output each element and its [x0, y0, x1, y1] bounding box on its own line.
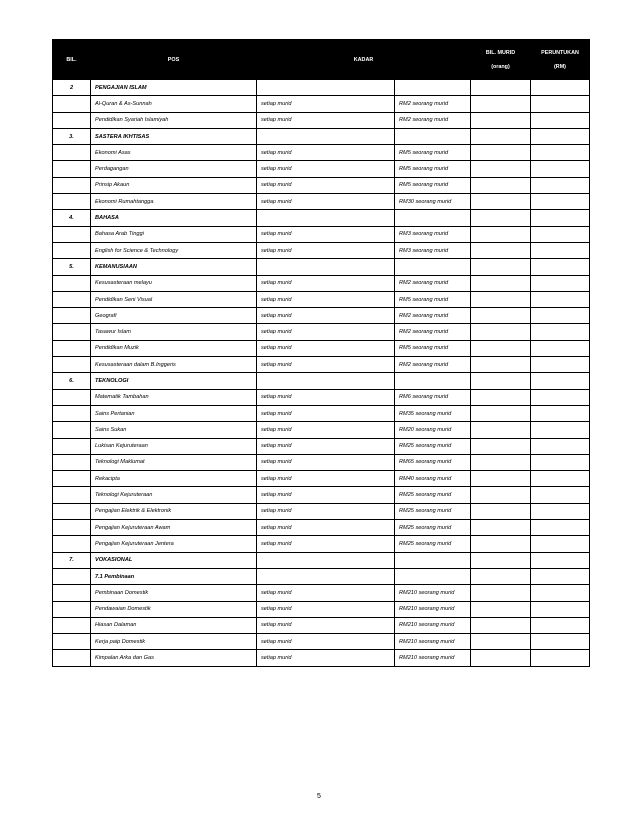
bil-cell: 6.	[53, 373, 91, 389]
peruntukan-cell	[531, 552, 590, 568]
bil-murid-cell	[471, 324, 531, 340]
rate-cell: RM6 seorang murid	[395, 389, 471, 405]
kadar-cell: setiap murid	[257, 503, 395, 519]
bil-cell: 3.	[53, 128, 91, 144]
rate-cell: RM30 seorang murid	[395, 194, 471, 210]
kadar-cell	[257, 210, 395, 226]
kadar-cell: setiap murid	[257, 357, 395, 373]
pos-cell: Bahasa Arab Tinggi	[91, 226, 257, 242]
kadar-cell: setiap murid	[257, 438, 395, 454]
bil-cell	[53, 422, 91, 438]
table-row	[53, 226, 590, 242]
header-peruntukan-line1: PERUNTUKAN	[541, 49, 579, 56]
rate-cell: RM210 seorang murid	[395, 601, 471, 617]
peruntukan-cell	[531, 340, 590, 356]
pos-cell: Ekonomi Rumahtangga	[91, 194, 257, 210]
section-title: KEMANUSIAAN	[91, 259, 257, 275]
bil-murid-cell	[471, 177, 531, 193]
pos-cell: Sains Sukan	[91, 422, 257, 438]
page-number: 5	[317, 793, 321, 800]
table-row	[53, 601, 590, 617]
section-row	[53, 80, 590, 96]
kadar-cell	[257, 552, 395, 568]
table-row	[53, 161, 590, 177]
bil-cell	[53, 145, 91, 161]
kadar-cell: setiap murid	[257, 585, 395, 601]
bil-cell	[53, 405, 91, 421]
bil-cell: 4.	[53, 210, 91, 226]
bil-cell	[53, 520, 91, 536]
kadar-cell: setiap murid	[257, 161, 395, 177]
section-title: VOKASIONAL	[91, 552, 257, 568]
rate-cell: RM20 seorang murid	[395, 422, 471, 438]
rate-cell: RM25 seorang murid	[395, 536, 471, 552]
rate-cell: RM5 seorang murid	[395, 177, 471, 193]
pos-cell: Prinsip Akaun	[91, 177, 257, 193]
bil-murid-cell	[471, 601, 531, 617]
bil-cell	[53, 308, 91, 324]
bil-cell	[53, 471, 91, 487]
bil-murid-cell	[471, 585, 531, 601]
table-row	[53, 487, 590, 503]
kadar-cell: setiap murid	[257, 454, 395, 470]
peruntukan-cell	[531, 308, 590, 324]
pos-cell: English for Science & Technology	[91, 242, 257, 258]
peruntukan-cell	[531, 112, 590, 128]
header-bil: BIL.	[53, 40, 91, 80]
table-row	[53, 536, 590, 552]
bil-murid-cell	[471, 128, 531, 144]
peruntukan-cell	[531, 210, 590, 226]
rate-cell: RM2 seorang murid	[395, 308, 471, 324]
peruntukan-cell	[531, 471, 590, 487]
peruntukan-cell	[531, 389, 590, 405]
table-row	[53, 503, 590, 519]
pos-cell: Kerja paip Domestik	[91, 634, 257, 650]
bil-murid-cell	[471, 96, 531, 112]
bil-murid-cell	[471, 291, 531, 307]
rate-cell: RM35 seorang murid	[395, 405, 471, 421]
peruntukan-cell	[531, 617, 590, 633]
rate-cell: RM210 seorang murid	[395, 617, 471, 633]
kadar-cell: setiap murid	[257, 242, 395, 258]
table-row	[53, 308, 590, 324]
table-row	[53, 145, 590, 161]
bil-murid-cell	[471, 226, 531, 242]
rate-cell: RM3 seorang murid	[395, 226, 471, 242]
header-peruntukan	[531, 40, 590, 80]
pos-cell: Pembinaan Domestik	[91, 585, 257, 601]
bil-cell	[53, 487, 91, 503]
peruntukan-cell	[531, 438, 590, 454]
bil-murid-cell	[471, 536, 531, 552]
bil-cell	[53, 275, 91, 291]
table-row	[53, 291, 590, 307]
kadar-cell: setiap murid	[257, 634, 395, 650]
table-row	[53, 324, 590, 340]
bil-cell	[53, 177, 91, 193]
header-kadar: KADAR	[257, 40, 471, 80]
kadar-cell: setiap murid	[257, 520, 395, 536]
peruntukan-cell	[531, 520, 590, 536]
bil-cell	[53, 96, 91, 112]
peruntukan-cell	[531, 373, 590, 389]
bil-murid-cell	[471, 145, 531, 161]
bil-murid-cell	[471, 454, 531, 470]
header-bil-murid-line2: (orang)	[491, 63, 510, 70]
bil-murid-cell	[471, 112, 531, 128]
rate-cell: RM2 seorang murid	[395, 96, 471, 112]
rate-cell: RM5 seorang murid	[395, 291, 471, 307]
bil-murid-cell	[471, 438, 531, 454]
pos-cell: Pendidikan Muzik	[91, 340, 257, 356]
bil-murid-cell	[471, 422, 531, 438]
bil-cell	[53, 617, 91, 633]
rate-cell: RM2 seorang murid	[395, 324, 471, 340]
kadar-cell: setiap murid	[257, 487, 395, 503]
kadar-cell: setiap murid	[257, 389, 395, 405]
table-row	[53, 405, 590, 421]
pos-cell: Ekonomi Asas	[91, 145, 257, 161]
pos-cell: Teknologi Kejuruteraan	[91, 487, 257, 503]
subsection-title: 7.1 Pembinaan	[91, 568, 257, 584]
pos-cell: Hiasan Dalaman	[91, 617, 257, 633]
peruntukan-cell	[531, 145, 590, 161]
rate-cell: RM5 seorang murid	[395, 340, 471, 356]
kadar-cell	[257, 259, 395, 275]
pos-cell: Matematik Tambahan	[91, 389, 257, 405]
pos-cell: Pengajian Elektrik & Elektronik	[91, 503, 257, 519]
pos-cell: Lukisan Kejuruteraan	[91, 438, 257, 454]
rate-cell: RM2 seorang murid	[395, 357, 471, 373]
peruntukan-cell	[531, 324, 590, 340]
peruntukan-cell	[531, 161, 590, 177]
header-bil-murid-line1: BIL. MURID	[485, 49, 516, 56]
peruntukan-cell	[531, 226, 590, 242]
header-bil-murid	[471, 40, 531, 80]
section-row	[53, 259, 590, 275]
peruntukan-cell	[531, 536, 590, 552]
peruntukan-cell	[531, 405, 590, 421]
rate-cell	[395, 568, 471, 584]
pos-cell: Al-Quran & As-Sunnah	[91, 96, 257, 112]
bil-murid-cell	[471, 650, 531, 666]
table-row	[53, 585, 590, 601]
rate-cell: RM65 seorang murid	[395, 454, 471, 470]
table-row	[53, 454, 590, 470]
bil-murid-cell	[471, 340, 531, 356]
section-row	[53, 128, 590, 144]
kadar-cell: setiap murid	[257, 405, 395, 421]
kadar-cell	[257, 373, 395, 389]
bil-cell	[53, 585, 91, 601]
bil-murid-cell	[471, 552, 531, 568]
table-row	[53, 275, 590, 291]
bil-murid-cell	[471, 568, 531, 584]
bil-cell	[53, 340, 91, 356]
kadar-cell: setiap murid	[257, 601, 395, 617]
section-title: PENGAJIAN ISLAM	[91, 80, 257, 96]
bil-cell	[53, 291, 91, 307]
kadar-cell: setiap murid	[257, 536, 395, 552]
kadar-cell: setiap murid	[257, 112, 395, 128]
peruntukan-cell	[531, 487, 590, 503]
bil-murid-cell	[471, 487, 531, 503]
peruntukan-cell	[531, 568, 590, 584]
table-row	[53, 650, 590, 666]
bil-cell: 5.	[53, 259, 91, 275]
bil-cell	[53, 568, 91, 584]
kadar-cell: setiap murid	[257, 145, 395, 161]
rate-cell: RM2 seorang murid	[395, 275, 471, 291]
peruntukan-cell	[531, 242, 590, 258]
table-row	[53, 438, 590, 454]
bil-murid-cell	[471, 634, 531, 650]
bil-cell	[53, 454, 91, 470]
pos-cell: Pendidikan Seni Visual	[91, 291, 257, 307]
bil-murid-cell	[471, 161, 531, 177]
rate-cell	[395, 80, 471, 96]
peruntukan-cell	[531, 177, 590, 193]
pos-cell: Sains Pertanian	[91, 405, 257, 421]
bil-murid-cell	[471, 503, 531, 519]
kadar-cell: setiap murid	[257, 650, 395, 666]
table-row	[53, 340, 590, 356]
bil-cell	[53, 536, 91, 552]
kadar-cell: setiap murid	[257, 275, 395, 291]
bil-murid-cell	[471, 242, 531, 258]
pos-cell: Kesusasteraan dalam B.Inggeris	[91, 357, 257, 373]
rate-cell: RM25 seorang murid	[395, 487, 471, 503]
rate-cell: RM210 seorang murid	[395, 585, 471, 601]
bil-cell	[53, 112, 91, 128]
bil-murid-cell	[471, 357, 531, 373]
section-row	[53, 210, 590, 226]
peruntukan-cell	[531, 503, 590, 519]
pos-cell: Teknologi Maklumat	[91, 454, 257, 470]
rate-cell: RM40 seorang murid	[395, 471, 471, 487]
bil-murid-cell	[471, 389, 531, 405]
bil-murid-cell	[471, 520, 531, 536]
section-title: TEKNOLOGI	[91, 373, 257, 389]
kadar-cell: setiap murid	[257, 617, 395, 633]
rate-cell	[395, 128, 471, 144]
bil-murid-cell	[471, 194, 531, 210]
bil-cell	[53, 242, 91, 258]
bil-murid-cell	[471, 471, 531, 487]
pos-cell: Rekacipta	[91, 471, 257, 487]
allocation-table	[52, 39, 590, 667]
pos-cell: Kesusasteraan melayu	[91, 275, 257, 291]
bil-cell	[53, 601, 91, 617]
section-title: SASTERA IKHTISAS	[91, 128, 257, 144]
bil-murid-cell	[471, 80, 531, 96]
table-row	[53, 177, 590, 193]
bil-cell	[53, 226, 91, 242]
rate-cell	[395, 373, 471, 389]
bil-murid-cell	[471, 373, 531, 389]
bil-cell	[53, 389, 91, 405]
peruntukan-cell	[531, 650, 590, 666]
table-row	[53, 422, 590, 438]
bil-murid-cell	[471, 259, 531, 275]
rate-cell: RM25 seorang murid	[395, 520, 471, 536]
kadar-cell	[257, 80, 395, 96]
peruntukan-cell	[531, 357, 590, 373]
kadar-cell: setiap murid	[257, 324, 395, 340]
peruntukan-cell	[531, 422, 590, 438]
peruntukan-cell	[531, 259, 590, 275]
section-row	[53, 552, 590, 568]
kadar-cell: setiap murid	[257, 226, 395, 242]
kadar-cell: setiap murid	[257, 291, 395, 307]
rate-cell: RM2 seorang murid	[395, 112, 471, 128]
peruntukan-cell	[531, 275, 590, 291]
peruntukan-cell	[531, 634, 590, 650]
kadar-cell	[257, 128, 395, 144]
rate-cell	[395, 210, 471, 226]
peruntukan-cell	[531, 601, 590, 617]
rate-cell: RM25 seorang murid	[395, 503, 471, 519]
bil-cell	[53, 357, 91, 373]
rate-cell	[395, 552, 471, 568]
header-pos: POS	[91, 40, 257, 80]
table-row	[53, 112, 590, 128]
rate-cell: RM25 seorang murid	[395, 438, 471, 454]
peruntukan-cell	[531, 585, 590, 601]
pos-cell: Pengajian Kejuruteraan Awam	[91, 520, 257, 536]
table-row	[53, 96, 590, 112]
kadar-cell	[257, 568, 395, 584]
bil-murid-cell	[471, 308, 531, 324]
kadar-cell: setiap murid	[257, 340, 395, 356]
pos-cell: Pendidikan Syariah Islamiyah	[91, 112, 257, 128]
rate-cell: RM5 seorang murid	[395, 161, 471, 177]
table-row	[53, 389, 590, 405]
bil-murid-cell	[471, 275, 531, 291]
pos-cell: Perdagangan	[91, 161, 257, 177]
peruntukan-cell	[531, 291, 590, 307]
pos-cell: Geografi	[91, 308, 257, 324]
kadar-cell: setiap murid	[257, 194, 395, 210]
bil-murid-cell	[471, 617, 531, 633]
table-row	[53, 242, 590, 258]
peruntukan-cell	[531, 128, 590, 144]
bil-cell	[53, 161, 91, 177]
pos-cell: Pengajian Kejuruteraan Jentera	[91, 536, 257, 552]
table-row	[53, 194, 590, 210]
peruntukan-cell	[531, 96, 590, 112]
pos-cell: Kimpalan Arka dan Gas	[91, 650, 257, 666]
peruntukan-cell	[531, 454, 590, 470]
bil-cell	[53, 324, 91, 340]
bil-cell	[53, 650, 91, 666]
pos-cell: Pendawaian Domestik	[91, 601, 257, 617]
kadar-cell: setiap murid	[257, 471, 395, 487]
kadar-cell: setiap murid	[257, 308, 395, 324]
bil-cell: 2	[53, 80, 91, 96]
kadar-cell: setiap murid	[257, 96, 395, 112]
rate-cell: RM210 seorang murid	[395, 650, 471, 666]
bil-murid-cell	[471, 210, 531, 226]
bil-cell: 7.	[53, 552, 91, 568]
bil-cell	[53, 194, 91, 210]
table-row	[53, 617, 590, 633]
pos-cell: Tasawur Islam	[91, 324, 257, 340]
table-row	[53, 520, 590, 536]
peruntukan-cell	[531, 194, 590, 210]
section-title: BAHASA	[91, 210, 257, 226]
bil-murid-cell	[471, 405, 531, 421]
table-row	[53, 634, 590, 650]
peruntukan-cell	[531, 80, 590, 96]
rate-cell	[395, 259, 471, 275]
kadar-cell: setiap murid	[257, 177, 395, 193]
kadar-cell: setiap murid	[257, 422, 395, 438]
header-peruntukan-line2: (RM)	[554, 63, 566, 70]
rate-cell: RM210 seorang murid	[395, 634, 471, 650]
table-row	[53, 471, 590, 487]
section-row	[53, 373, 590, 389]
rate-cell: RM3 seorang murid	[395, 242, 471, 258]
subsection-row	[53, 568, 590, 584]
bil-cell	[53, 503, 91, 519]
table-body	[53, 80, 590, 667]
bil-cell	[53, 438, 91, 454]
table-row	[53, 357, 590, 373]
bil-cell	[53, 634, 91, 650]
rate-cell: RM5 seorang murid	[395, 145, 471, 161]
table-header-row	[53, 40, 590, 80]
